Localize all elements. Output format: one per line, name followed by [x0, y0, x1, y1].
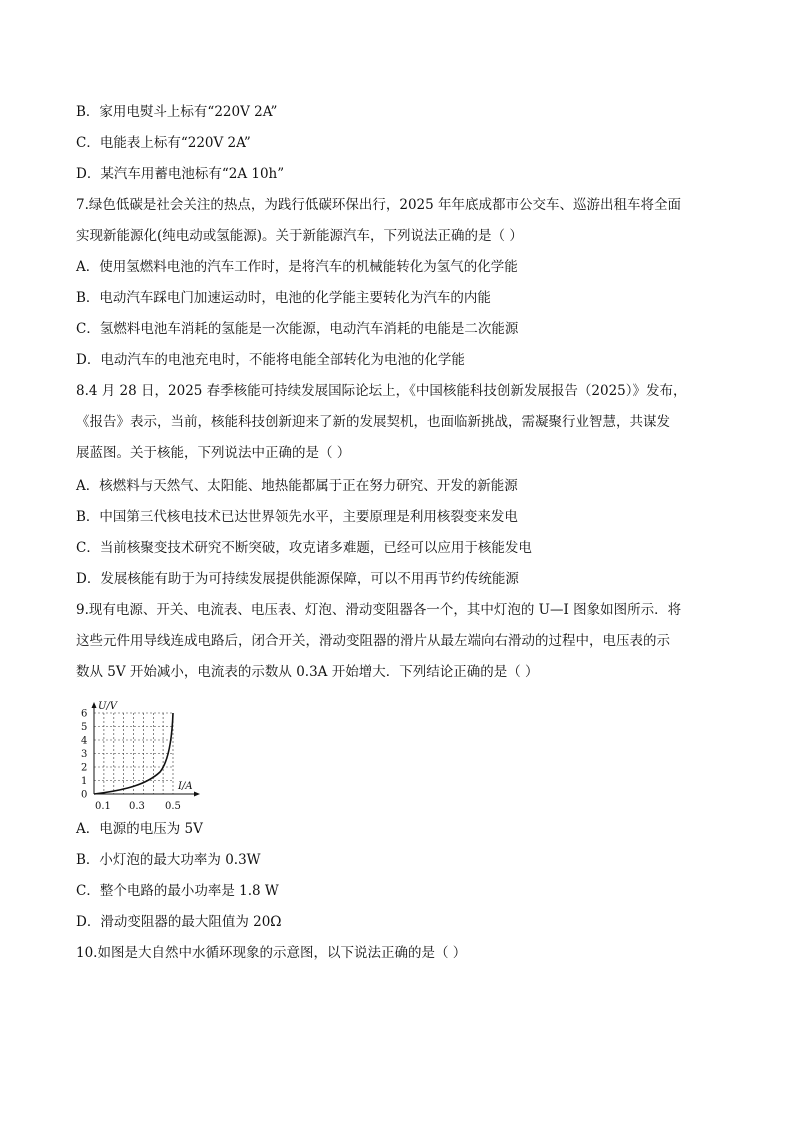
y-tick-1: 1 — [81, 776, 88, 787]
q7-option-a: A．使用氢燃料电池的汽车工作时，是将汽车的机械能转化为氢气的化学能 — [76, 259, 518, 275]
q10-stem-line1: 10.如图是大自然中水循环现象的示意图，以下说法正确的是（ ） — [76, 945, 467, 961]
x-tick-0-1: 0.1 — [95, 801, 111, 812]
q7-stem-line2: 实现新能源化(纯电动或氢能源)。关于新能源汽车，下列说法正确的是（ ） — [76, 228, 523, 244]
q7-option-c: C．氢燃料电池车消耗的氢能是一次能源，电动汽车消耗的电能是二次能源 — [76, 321, 519, 337]
x-axis-label: I/A — [178, 781, 193, 792]
q6-option-c: C．电能表上标有“220V 2A” — [76, 135, 251, 151]
q8-stem-line1: 8.4 月 28 日，2025 春季核能可持续发展国际论坛上，《中国核能科技创新发展报告（2025）》发布， — [76, 383, 687, 399]
y-tick-5: 5 — [81, 722, 88, 733]
q7-option-b: B．电动汽车踩电门加速运动时，电池的化学能主要转化为汽车的内能 — [76, 290, 491, 306]
q7-option-d: D．电动汽车的电池充电时，不能将电能全部转化为电池的化学能 — [76, 352, 465, 368]
q9-option-a: A．电源的电压为 5V — [76, 821, 203, 837]
q9-option-d: D．滑动变阻器的最大阻值为 20Ω — [76, 914, 282, 930]
q9-option-b: B．小灯泡的最大功率为 0.3W — [76, 852, 261, 868]
x-axis-arrow — [194, 792, 200, 797]
y-tick-3: 3 — [81, 749, 88, 760]
q9-stem-line1: 9.现有电源、开关、电流表、电压表、灯泡、滑动变阻器各一个，其中灯泡的 U—I 图象如图所示．将 — [76, 602, 682, 618]
u-i-graph — [72, 700, 212, 815]
q9-option-c: C．整个电路的最小功率是 1.8 W — [76, 883, 279, 899]
q8-stem-line2: 《报告》表示，当前，核能科技创新迎来了新的发展契机，也面临新挑战，需凝聚行业智慧，共谋发 — [76, 414, 670, 430]
q6-option-b: B．家用电熨斗上标有“220V 2A” — [76, 104, 278, 120]
y-tick-2: 2 — [81, 762, 88, 774]
q7-stem-line1: 7.绿色低碳是社会关注的热点，为践行低碳环保出行，2025 年年底成都市公交车、巡游出租车将全面 — [76, 197, 682, 213]
q8-option-a: A．核燃料与天然气、太阳能、地热能都属于正在努力研究、开发的新能源 — [76, 478, 518, 494]
y-axis-label: U/V — [98, 701, 118, 712]
y-axis-arrow — [92, 702, 97, 708]
q8-stem-line3: 展蓝图。关于核能，下列说法中正确的是（ ） — [76, 445, 351, 461]
y-tick-4: 4 — [81, 735, 88, 747]
q8-option-d: D．发展核能有助于为可持续发展提供能源保障，可以不用再节约传统能源 — [76, 571, 519, 587]
q8-option-c: C．当前核聚变技术研究不断突破，攻克诸多难题，已经可以应用于核能发电 — [76, 540, 532, 556]
q9-stem-line3: 数从 5V 开始减小，电流表的示数从 0.3A 开始增大．下列结论正确的是（ ） — [76, 664, 539, 680]
y-tick-0: 0 — [81, 789, 88, 801]
graph-grid — [94, 713, 173, 794]
x-tick-0-5: 0.5 — [165, 801, 181, 812]
y-tick-6: 6 — [81, 708, 88, 720]
q6-option-d: D．某汽车用蓄电池标有“2A 10h” — [76, 166, 285, 182]
x-tick-0-3: 0.3 — [129, 801, 145, 812]
q9-stem-line2: 这些元件用导线连成电路后，闭合开关，滑动变阻器的滑片从最左端向右滑动的过程中，电压表的示 — [76, 633, 670, 649]
q8-option-b: B．中国第三代核电技术已达世界领先水平，主要原理是利用核裂变来发电 — [76, 509, 518, 525]
